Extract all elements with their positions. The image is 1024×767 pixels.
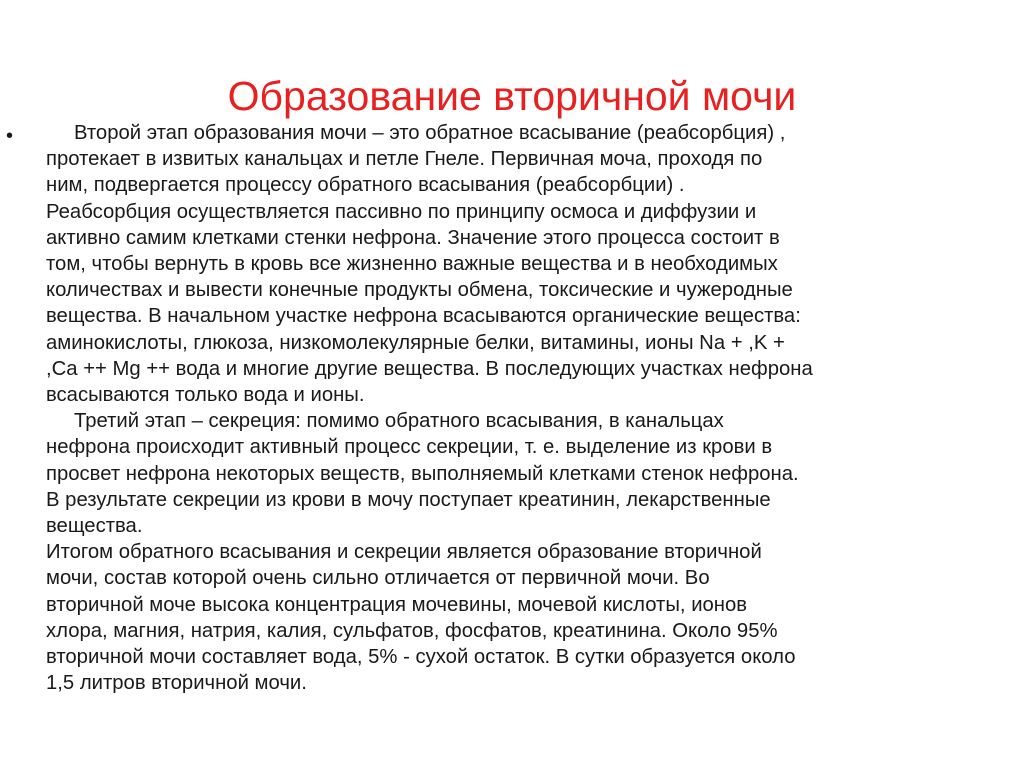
body-text [46, 120, 1021, 696]
text-line: ,Ca ++ Mg ++ вода и многие другие вещества. В последующих участках нефрона [46, 357, 813, 380]
text-line: хлора, магния, натрия, калия, сульфатов, фосфатов, креатинина. Около 95% [46, 619, 778, 642]
text-line: Итогом обратного всасывания и секреции является образование вторичной [46, 541, 762, 564]
text-line: всасываются только вода и ионы. [46, 384, 365, 407]
text-line: Третий этап – секреция: помимо обратного всасывания, в канальцах [74, 410, 724, 433]
text-line: том, чтобы вернуть в кровь все жизненно важные вещества и в необходимых [46, 253, 778, 276]
text-line: активно самим клетками стенки нефрона. Значение этого процесса состоит в [46, 226, 780, 249]
text-line: вещества. В начальном участке нефрона всасываются органические вещества: [46, 305, 801, 328]
bullet-marker: • [6, 125, 14, 147]
text-line: протекает в извитых канальцах и петле Гнеле. Первичная моча, проходя по [46, 148, 763, 171]
text-line: нефрона происходит активный процесс секреции, т. е. выделение из крови в [46, 436, 773, 459]
text-line: вторичной моче высока концентрация мочевины, мочевой кислоты, ионов [46, 593, 748, 616]
text-line: аминокислоты, глюкоза, низкомолекулярные белки, витамины, ионы Na + ,K + [46, 331, 785, 354]
text-line: количествах и вывести конечные продукты обмена, токсические и чужеродные [46, 279, 793, 302]
text-line: В результате секреции из крови в мочу поступает креатинин, лекарственные [46, 488, 771, 511]
text-line: 1,5 литров вторичной мочи. [46, 672, 307, 695]
text-line: мочи, состав которой очень сильно отличается от первичной мочи. Во [46, 567, 710, 590]
text-line: просвет нефрона некоторых веществ, выполняемый клетками стенок нефрона. [46, 462, 799, 485]
text-line: вторичной мочи составляет вода, 5% - сухой остаток. В сутки образуется около [46, 646, 796, 669]
text-line: Второй этап образования мочи – это обратное всасывание (реабсорбция) , [74, 122, 786, 144]
slide-title: Образование вторичной мочи [227, 73, 797, 119]
text-line: Реабсорбция осуществляется пассивно по принципу осмоса и диффузии и [46, 200, 757, 223]
text-line: вещества. [46, 515, 143, 538]
text-line: ним, подвергается процессу обратного всасывания (реабсорбции) . [46, 174, 685, 197]
